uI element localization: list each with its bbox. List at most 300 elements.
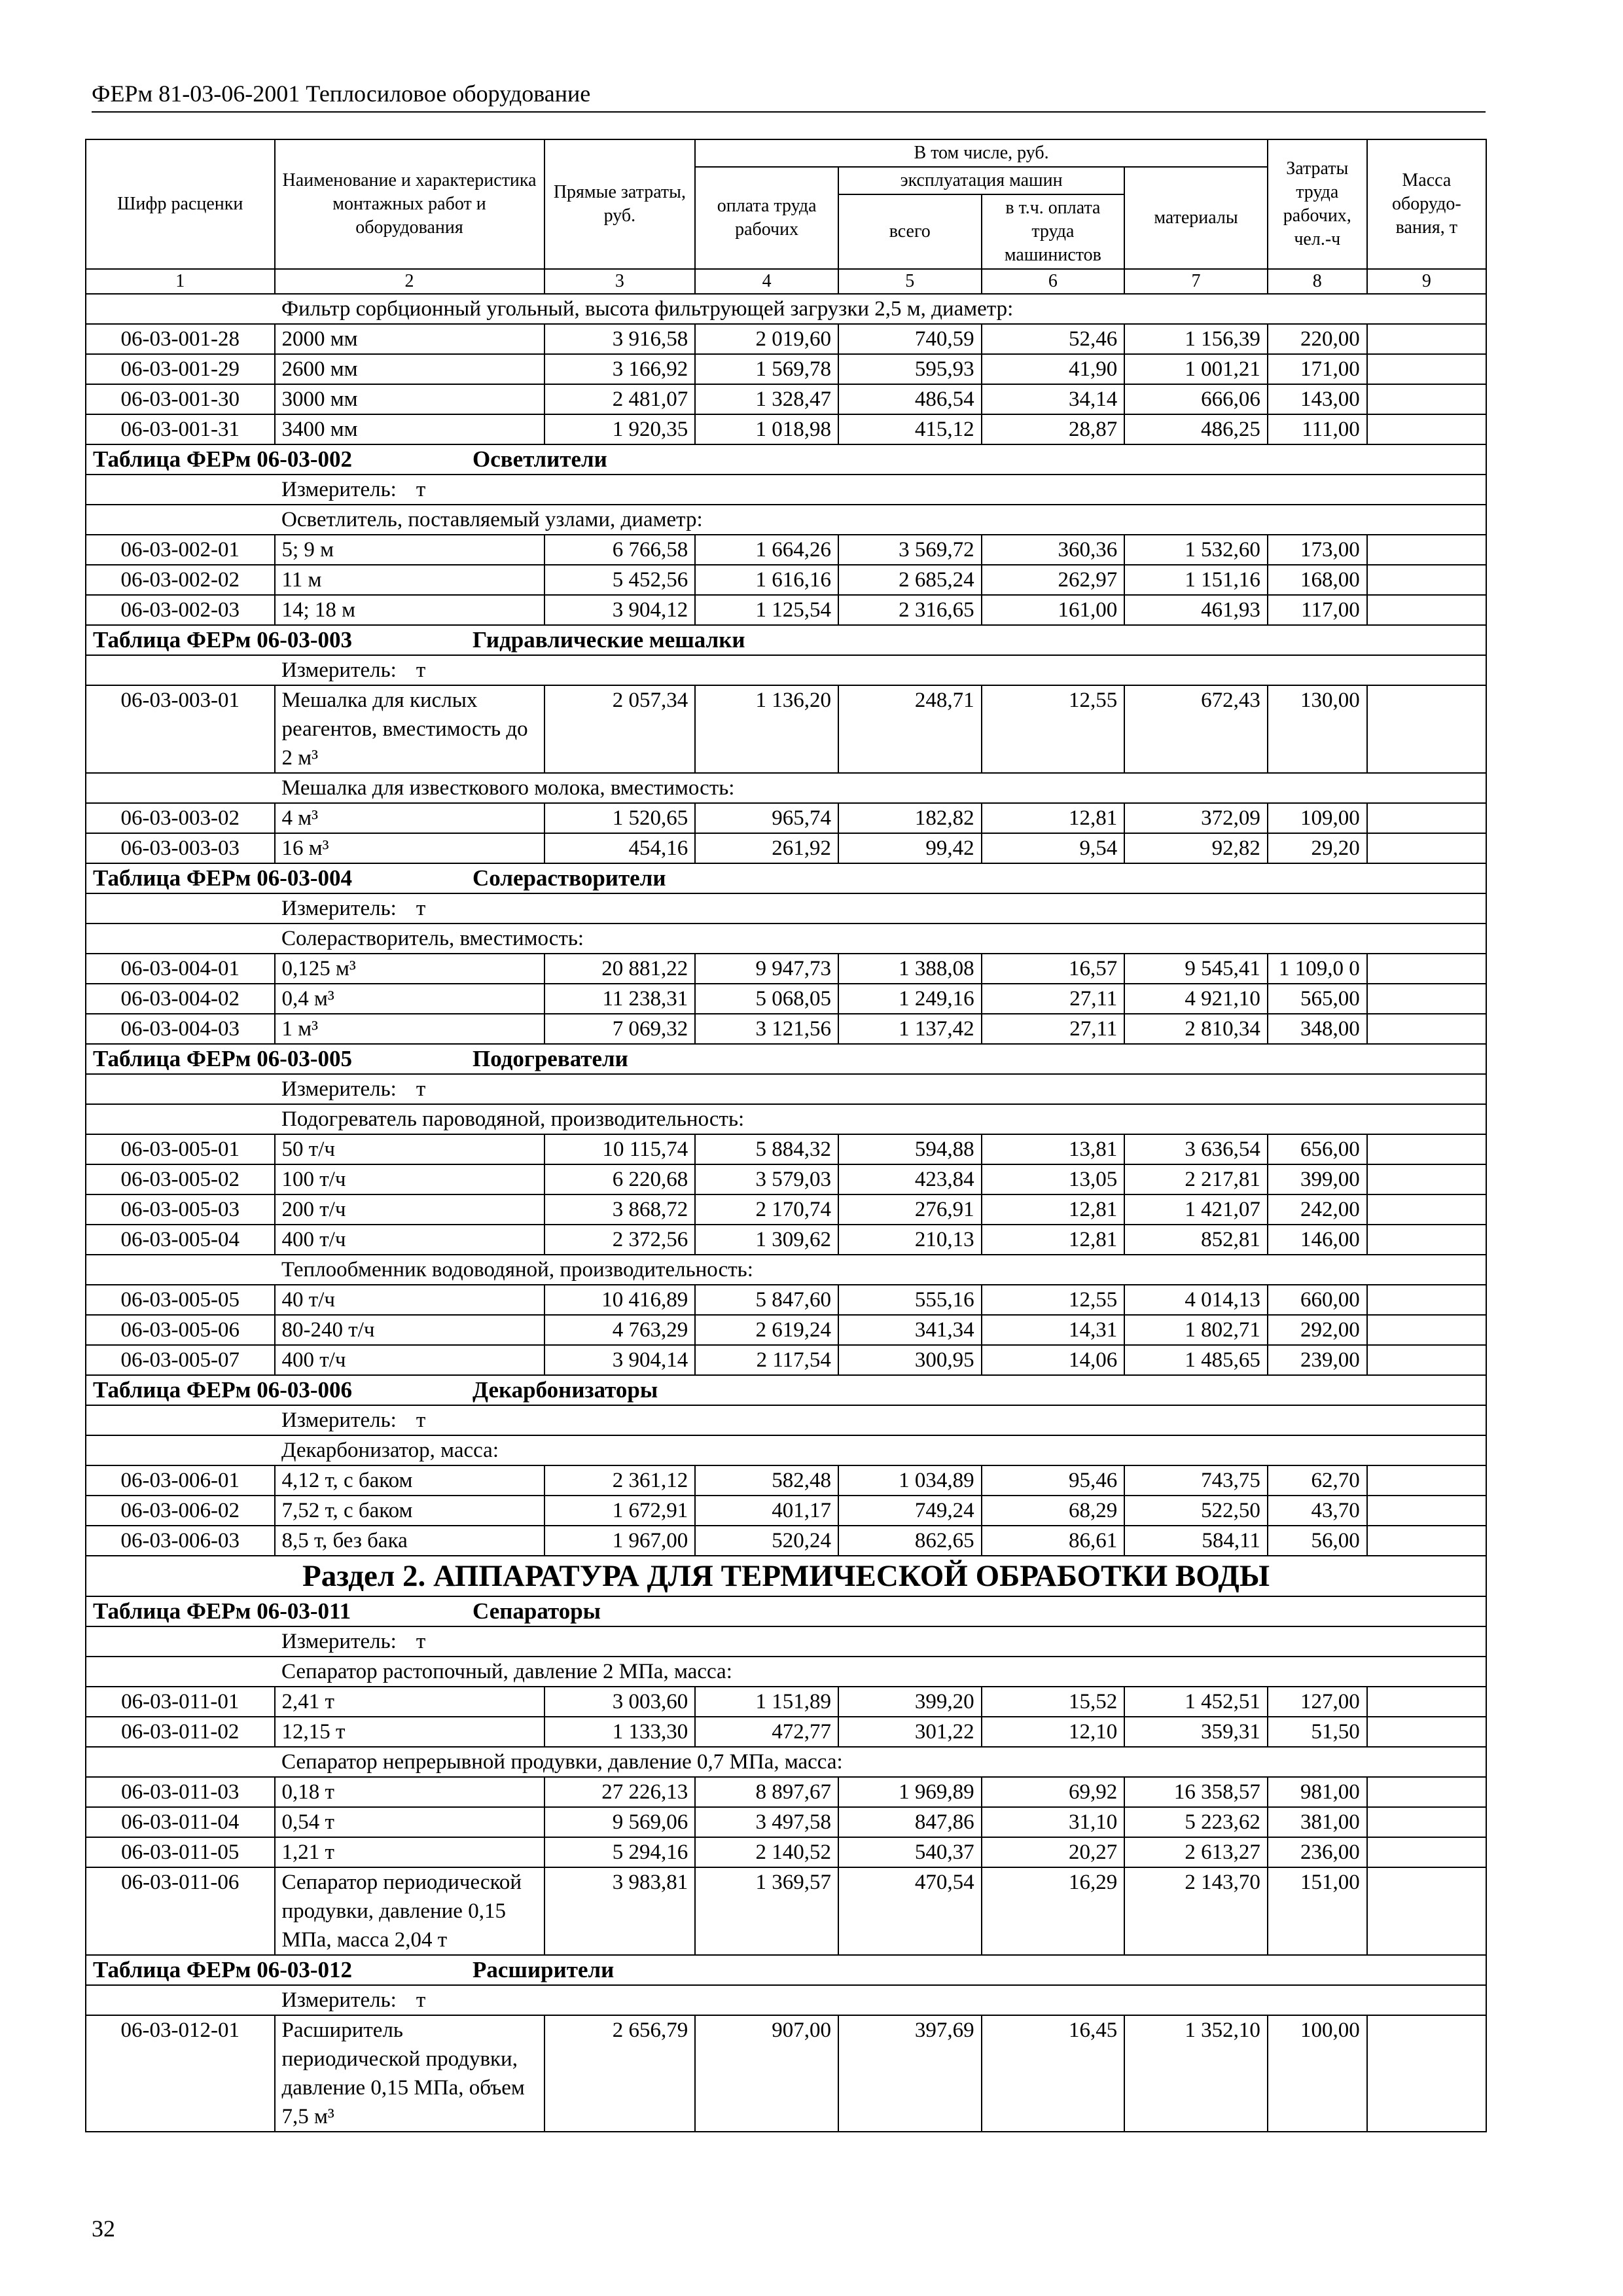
rate-code: 06-03-005-04 <box>86 1225 275 1255</box>
equipment-mass <box>1367 2015 1486 2132</box>
rate-code: 06-03-003-01 <box>86 685 275 773</box>
materials: 1 151,16 <box>1124 565 1268 595</box>
table-name: Подогреватели <box>473 1046 628 1071</box>
machines-total: 341,34 <box>838 1315 982 1345</box>
materials: 584,11 <box>1124 1526 1268 1556</box>
direct-costs: 5 452,56 <box>544 565 696 595</box>
labor-pay: 8 897,67 <box>695 1777 838 1807</box>
rate-code: 06-03-001-31 <box>86 414 275 444</box>
rate-code: 06-03-004-02 <box>86 984 275 1014</box>
labor-hours: 242,00 <box>1268 1194 1367 1225</box>
rate-code: 06-03-011-02 <box>86 1717 275 1747</box>
rate-name: 50 т/ч <box>275 1134 544 1164</box>
measurer-unit: т <box>416 658 426 682</box>
rate-code: 06-03-002-02 <box>86 565 275 595</box>
direct-costs: 3 904,12 <box>544 595 696 625</box>
materials: 486,25 <box>1124 414 1268 444</box>
direct-costs: 1 672,91 <box>544 1496 696 1526</box>
materials: 852,81 <box>1124 1225 1268 1255</box>
direct-costs: 3 916,58 <box>544 324 696 354</box>
subgroup-caption: Мешалка для известкового молока, вместимость: <box>86 773 1486 803</box>
materials: 3 636,54 <box>1124 1134 1268 1164</box>
col-direct-header: Прямые затраты, руб. <box>544 139 696 269</box>
rate-name: 3000 мм <box>275 384 544 414</box>
equipment-mass <box>1367 803 1486 833</box>
rate-name: 2600 мм <box>275 354 544 384</box>
machinists-pay: 14,06 <box>982 1345 1125 1375</box>
labor-pay: 472,77 <box>695 1717 838 1747</box>
measurer-label: Измеритель: <box>281 1988 397 2012</box>
page-header: ФЕРм 81-03-06-2001 Теплосиловое оборудование <box>92 77 1486 113</box>
table-row <box>86 565 1486 595</box>
materials: 1 421,07 <box>1124 1194 1268 1225</box>
rate-name: 1 м³ <box>275 1014 544 1044</box>
rate-name: 0,125 м³ <box>275 954 544 984</box>
direct-costs: 7 069,32 <box>544 1014 696 1044</box>
machines-total: 182,82 <box>838 803 982 833</box>
machinists-pay: 28,87 <box>982 414 1125 444</box>
measurer-row <box>86 1074 1486 1104</box>
rate-code: 06-03-004-03 <box>86 1014 275 1044</box>
materials: 461,93 <box>1124 595 1268 625</box>
labor-pay: 1 569,78 <box>695 354 838 384</box>
table-row <box>86 1315 1486 1345</box>
table-code: Таблица ФЕРм 06-03-002 <box>93 446 353 472</box>
direct-costs: 10 115,74 <box>544 1134 696 1164</box>
direct-costs: 27 226,13 <box>544 1777 696 1807</box>
table-row <box>86 1014 1486 1044</box>
col-materials-header: материалы <box>1124 167 1268 269</box>
rate-code: 06-03-006-03 <box>86 1526 275 1556</box>
table-row <box>86 1867 1486 1955</box>
labor-pay: 5 068,05 <box>695 984 838 1014</box>
measurer-label: Измеритель: <box>281 1077 397 1101</box>
labor-pay: 1 125,54 <box>695 595 838 625</box>
table-code: Таблица ФЕРм 06-03-012 <box>93 1957 353 1982</box>
machines-total: 301,22 <box>838 1717 982 1747</box>
table-title-row <box>86 1044 1486 1074</box>
labor-hours: 348,00 <box>1268 1014 1367 1044</box>
table-title-row <box>86 863 1486 893</box>
table-row <box>86 595 1486 625</box>
labor-pay: 1 136,20 <box>695 685 838 773</box>
labor-pay: 965,74 <box>695 803 838 833</box>
table-row <box>86 1285 1486 1315</box>
column-number: 7 <box>1124 269 1268 294</box>
measurer-row <box>86 475 1486 505</box>
rate-code: 06-03-005-03 <box>86 1194 275 1225</box>
rate-name: 400 т/ч <box>275 1345 544 1375</box>
machinists-pay: 14,31 <box>982 1315 1125 1345</box>
rate-code: 06-03-011-04 <box>86 1807 275 1837</box>
machines-total: 2 685,24 <box>838 565 982 595</box>
machines-total: 1 249,16 <box>838 984 982 1014</box>
labor-hours: 43,70 <box>1268 1496 1367 1526</box>
machines-total: 3 569,72 <box>838 535 982 565</box>
equipment-mass <box>1367 954 1486 984</box>
equipment-mass <box>1367 1837 1486 1867</box>
materials: 4 014,13 <box>1124 1285 1268 1315</box>
materials: 4 921,10 <box>1124 984 1268 1014</box>
table-title <box>86 1596 1486 1626</box>
machines-total: 847,86 <box>838 1807 982 1837</box>
rate-name: 40 т/ч <box>275 1285 544 1315</box>
rate-name: 11 м <box>275 565 544 595</box>
table-title <box>86 1044 1486 1074</box>
materials: 16 358,57 <box>1124 1777 1268 1807</box>
machines-total: 555,16 <box>838 1285 982 1315</box>
measurer-row <box>86 1405 1486 1435</box>
subgroup-caption: Декарбонизатор, масса: <box>86 1435 1486 1465</box>
measurer <box>86 893 1486 924</box>
equipment-mass <box>1367 1315 1486 1345</box>
col-group-header: В том числе, руб. <box>695 139 1268 167</box>
subgroup-row <box>86 1657 1486 1687</box>
direct-costs: 2 481,07 <box>544 384 696 414</box>
machinists-pay: 68,29 <box>982 1496 1125 1526</box>
labor-hours: 130,00 <box>1268 685 1367 773</box>
rate-name: 14; 18 м <box>275 595 544 625</box>
equipment-mass <box>1367 1496 1486 1526</box>
labor-pay: 907,00 <box>695 2015 838 2132</box>
labor-hours: 51,50 <box>1268 1717 1367 1747</box>
measurer <box>86 1074 1486 1104</box>
measurer-row <box>86 1626 1486 1657</box>
machinists-pay: 15,52 <box>982 1687 1125 1717</box>
col-labor-header: оплата труда рабочих <box>695 167 838 269</box>
measurer-unit: т <box>416 1630 426 1653</box>
machinists-pay: 161,00 <box>982 595 1125 625</box>
rate-name: 0,18 т <box>275 1777 544 1807</box>
rate-name: 4 м³ <box>275 803 544 833</box>
table-code: Таблица ФЕРм 06-03-006 <box>93 1377 353 1403</box>
labor-pay: 1 309,62 <box>695 1225 838 1255</box>
subgroup-caption: Солерастворитель, вместимость: <box>86 924 1486 954</box>
col-code-header: Шифр расценки <box>86 139 275 269</box>
measurer-unit: т <box>416 478 426 501</box>
direct-costs: 5 294,16 <box>544 1837 696 1867</box>
table-name: Сепараторы <box>473 1598 601 1624</box>
subgroup-row <box>86 1104 1486 1134</box>
table-title <box>86 1955 1486 1985</box>
table-row <box>86 535 1486 565</box>
rate-name: 5; 9 м <box>275 535 544 565</box>
subgroup-caption: Осветлитель, поставляемый узлами, диаметр: <box>86 505 1486 535</box>
machines-total: 2 316,65 <box>838 595 982 625</box>
machines-total: 749,24 <box>838 1496 982 1526</box>
equipment-mass <box>1367 1285 1486 1315</box>
equipment-mass <box>1367 384 1486 414</box>
labor-hours: 109,00 <box>1268 803 1367 833</box>
materials: 1 452,51 <box>1124 1687 1268 1717</box>
machinists-pay: 262,97 <box>982 565 1125 595</box>
column-number: 4 <box>695 269 838 294</box>
rate-code: 06-03-011-03 <box>86 1777 275 1807</box>
machinists-pay: 27,11 <box>982 1014 1125 1044</box>
table-code: Таблица ФЕРм 06-03-005 <box>93 1046 353 1071</box>
labor-hours: 660,00 <box>1268 1285 1367 1315</box>
measurer <box>86 475 1486 505</box>
rate-code: 06-03-006-01 <box>86 1465 275 1496</box>
materials: 1 352,10 <box>1124 2015 1268 2132</box>
equipment-mass <box>1367 1345 1486 1375</box>
rate-code: 06-03-005-02 <box>86 1164 275 1194</box>
labor-pay: 2 117,54 <box>695 1345 838 1375</box>
machines-total: 740,59 <box>838 324 982 354</box>
materials: 1 156,39 <box>1124 324 1268 354</box>
table-row <box>86 833 1486 863</box>
rate-code: 06-03-011-01 <box>86 1687 275 1717</box>
labor-pay: 1 018,98 <box>695 414 838 444</box>
subgroup-row <box>86 773 1486 803</box>
labor-hours: 292,00 <box>1268 1315 1367 1345</box>
materials: 2 810,34 <box>1124 1014 1268 1044</box>
direct-costs: 6 220,68 <box>544 1164 696 1194</box>
direct-costs: 454,16 <box>544 833 696 863</box>
equipment-mass <box>1367 354 1486 384</box>
equipment-mass <box>1367 1867 1486 1955</box>
table-row <box>86 324 1486 354</box>
rates-table <box>85 139 1487 2132</box>
table-row <box>86 1134 1486 1164</box>
labor-pay: 5 847,60 <box>695 1285 838 1315</box>
labor-hours: 239,00 <box>1268 1345 1367 1375</box>
subgroup-caption: Фильтр сорбционный угольный, высота фильтрующей загрузки 2,5 м, диаметр: <box>86 294 1486 324</box>
measurer-unit: т <box>416 1077 426 1101</box>
labor-pay: 1 151,89 <box>695 1687 838 1717</box>
labor-hours: 171,00 <box>1268 354 1367 384</box>
labor-hours: 399,00 <box>1268 1164 1367 1194</box>
rate-name: 4,12 т, с баком <box>275 1465 544 1496</box>
subgroup-row <box>86 1255 1486 1285</box>
labor-hours: 29,20 <box>1268 833 1367 863</box>
labor-pay: 582,48 <box>695 1465 838 1496</box>
rate-code: 06-03-004-01 <box>86 954 275 984</box>
materials: 743,75 <box>1124 1465 1268 1496</box>
rate-name: 16 м³ <box>275 833 544 863</box>
column-number: 1 <box>86 269 275 294</box>
table-code: Таблица ФЕРм 06-03-004 <box>93 865 353 891</box>
measurer <box>86 1405 1486 1435</box>
machinists-pay: 16,45 <box>982 2015 1125 2132</box>
equipment-mass <box>1367 1777 1486 1807</box>
equipment-mass <box>1367 1225 1486 1255</box>
table-row <box>86 1777 1486 1807</box>
labor-hours: 56,00 <box>1268 1526 1367 1556</box>
direct-costs: 2 372,56 <box>544 1225 696 1255</box>
machines-total: 595,93 <box>838 354 982 384</box>
labor-hours: 62,70 <box>1268 1465 1367 1496</box>
materials: 672,43 <box>1124 685 1268 773</box>
measurer-label: Измеритель: <box>281 478 397 501</box>
col-mach-labor-header: в т.ч. оплата труда машинистов <box>982 194 1125 269</box>
subgroup-caption: Сепаратор непрерывной продувки, давление 0,7 МПа, масса: <box>86 1747 1486 1777</box>
direct-costs: 3 868,72 <box>544 1194 696 1225</box>
machinists-pay: 34,14 <box>982 384 1125 414</box>
rate-name: Мешалка для кислых реагентов, вместимость до 2 м³ <box>275 685 544 773</box>
rate-name: 3400 мм <box>275 414 544 444</box>
rate-name: 0,4 м³ <box>275 984 544 1014</box>
section-title: Раздел 2. АППАРАТУРА ДЛЯ ТЕРМИЧЕСКОЙ ОБРАБОТКИ ВОДЫ <box>86 1556 1486 1596</box>
machinists-pay: 52,46 <box>982 324 1125 354</box>
equipment-mass <box>1367 414 1486 444</box>
rate-code: 06-03-003-03 <box>86 833 275 863</box>
machines-total: 486,54 <box>838 384 982 414</box>
subgroup-caption: Сепаратор растопочный, давление 2 МПа, масса: <box>86 1657 1486 1687</box>
table-row <box>86 685 1486 773</box>
table-title-row <box>86 1596 1486 1626</box>
machines-total: 1 969,89 <box>838 1777 982 1807</box>
machinists-pay: 41,90 <box>982 354 1125 384</box>
machines-total: 99,42 <box>838 833 982 863</box>
table-row <box>86 1807 1486 1837</box>
subgroup-row <box>86 294 1486 324</box>
table-name: Гидравлические мешалки <box>473 627 745 653</box>
materials: 1 802,71 <box>1124 1315 1268 1345</box>
table-header <box>86 139 1486 294</box>
rate-name: 100 т/ч <box>275 1164 544 1194</box>
table-row <box>86 1837 1486 1867</box>
direct-costs: 1 920,35 <box>544 414 696 444</box>
table-title <box>86 625 1486 655</box>
measurer <box>86 1985 1486 2015</box>
rate-name: 0,54 т <box>275 1807 544 1837</box>
machinists-pay: 12,55 <box>982 685 1125 773</box>
table-row <box>86 954 1486 984</box>
labor-hours: 146,00 <box>1268 1225 1367 1255</box>
labor-hours: 981,00 <box>1268 1777 1367 1807</box>
materials: 666,06 <box>1124 384 1268 414</box>
materials: 92,82 <box>1124 833 1268 863</box>
direct-costs: 2 057,34 <box>544 685 696 773</box>
column-number: 9 <box>1367 269 1486 294</box>
machinists-pay: 86,61 <box>982 1526 1125 1556</box>
equipment-mass <box>1367 1526 1486 1556</box>
rate-code: 06-03-005-05 <box>86 1285 275 1315</box>
labor-hours: 1 109,0 0 <box>1268 954 1367 984</box>
col-mass-header: Масса оборудо-вания, т <box>1367 139 1486 269</box>
labor-pay: 3 121,56 <box>695 1014 838 1044</box>
measurer-label: Измеритель: <box>281 1408 397 1432</box>
rate-name: 2,41 т <box>275 1687 544 1717</box>
labor-hours: 168,00 <box>1268 565 1367 595</box>
direct-costs: 11 238,31 <box>544 984 696 1014</box>
rate-name: 2000 мм <box>275 324 544 354</box>
measurer-row <box>86 893 1486 924</box>
table-row <box>86 1717 1486 1747</box>
subgroup-caption: Теплообменник водоводяной, производительность: <box>86 1255 1486 1285</box>
labor-pay: 9 947,73 <box>695 954 838 984</box>
labor-hours: 656,00 <box>1268 1134 1367 1164</box>
direct-costs: 10 416,89 <box>544 1285 696 1315</box>
table-row <box>86 984 1486 1014</box>
machinists-pay: 16,29 <box>982 1867 1125 1955</box>
machines-total: 1 388,08 <box>838 954 982 984</box>
machines-total: 862,65 <box>838 1526 982 1556</box>
rate-name: 7,52 т, с баком <box>275 1496 544 1526</box>
rate-code: 06-03-001-29 <box>86 354 275 384</box>
machines-total: 1 137,42 <box>838 1014 982 1044</box>
measurer <box>86 1626 1486 1657</box>
rate-name: 8,5 т, без бака <box>275 1526 544 1556</box>
rate-code: 06-03-011-06 <box>86 1867 275 1955</box>
equipment-mass <box>1367 1194 1486 1225</box>
machines-total: 276,91 <box>838 1194 982 1225</box>
labor-pay: 1 664,26 <box>695 535 838 565</box>
machinists-pay: 12,81 <box>982 1194 1125 1225</box>
section-row <box>86 1556 1486 1596</box>
equipment-mass <box>1367 685 1486 773</box>
machinists-pay: 360,36 <box>982 535 1125 565</box>
labor-hours: 381,00 <box>1268 1807 1367 1837</box>
labor-hours: 173,00 <box>1268 535 1367 565</box>
table-row <box>86 2015 1486 2132</box>
machines-total: 594,88 <box>838 1134 982 1164</box>
table-row <box>86 1194 1486 1225</box>
equipment-mass <box>1367 595 1486 625</box>
rate-code: 06-03-005-06 <box>86 1315 275 1345</box>
materials: 1 001,21 <box>1124 354 1268 384</box>
labor-pay: 1 328,47 <box>695 384 838 414</box>
equipment-mass <box>1367 1164 1486 1194</box>
subgroup-caption: Подогреватель пароводяной, производительность: <box>86 1104 1486 1134</box>
table-title-row <box>86 1375 1486 1405</box>
machinists-pay: 12,81 <box>982 1225 1125 1255</box>
direct-costs: 9 569,06 <box>544 1807 696 1837</box>
subgroup-row <box>86 1435 1486 1465</box>
equipment-mass <box>1367 1465 1486 1496</box>
labor-hours: 220,00 <box>1268 324 1367 354</box>
table-title <box>86 1375 1486 1405</box>
direct-costs: 4 763,29 <box>544 1315 696 1345</box>
rate-code: 06-03-002-03 <box>86 595 275 625</box>
equipment-mass <box>1367 565 1486 595</box>
direct-costs: 1 520,65 <box>544 803 696 833</box>
direct-costs: 20 881,22 <box>544 954 696 984</box>
machinists-pay: 20,27 <box>982 1837 1125 1867</box>
measurer-row <box>86 655 1486 685</box>
column-number: 6 <box>982 269 1125 294</box>
table-row <box>86 414 1486 444</box>
column-number: 2 <box>275 269 544 294</box>
measurer-label: Измеритель: <box>281 658 397 682</box>
subgroup-row <box>86 505 1486 535</box>
measurer-unit: т <box>416 1408 426 1432</box>
materials: 5 223,62 <box>1124 1807 1268 1837</box>
rate-code: 06-03-001-28 <box>86 324 275 354</box>
rate-name: 1,21 т <box>275 1837 544 1867</box>
machinists-pay: 13,81 <box>982 1134 1125 1164</box>
labor-pay: 1 369,57 <box>695 1867 838 1955</box>
measurer-unit: т <box>416 897 426 920</box>
rate-name: 400 т/ч <box>275 1225 544 1255</box>
equipment-mass <box>1367 1717 1486 1747</box>
measurer-unit: т <box>416 1988 426 2012</box>
table-title-row <box>86 444 1486 475</box>
direct-costs: 2 361,12 <box>544 1465 696 1496</box>
machines-total: 210,13 <box>838 1225 982 1255</box>
rate-code: 06-03-012-01 <box>86 2015 275 2132</box>
table-title-row <box>86 1955 1486 1985</box>
machines-total: 470,54 <box>838 1867 982 1955</box>
machines-total: 540,37 <box>838 1837 982 1867</box>
labor-pay: 3 579,03 <box>695 1164 838 1194</box>
machinists-pay: 16,57 <box>982 954 1125 984</box>
direct-costs: 1 133,30 <box>544 1717 696 1747</box>
labor-pay: 2 140,52 <box>695 1837 838 1867</box>
rate-code: 06-03-005-01 <box>86 1134 275 1164</box>
table-row <box>86 1225 1486 1255</box>
